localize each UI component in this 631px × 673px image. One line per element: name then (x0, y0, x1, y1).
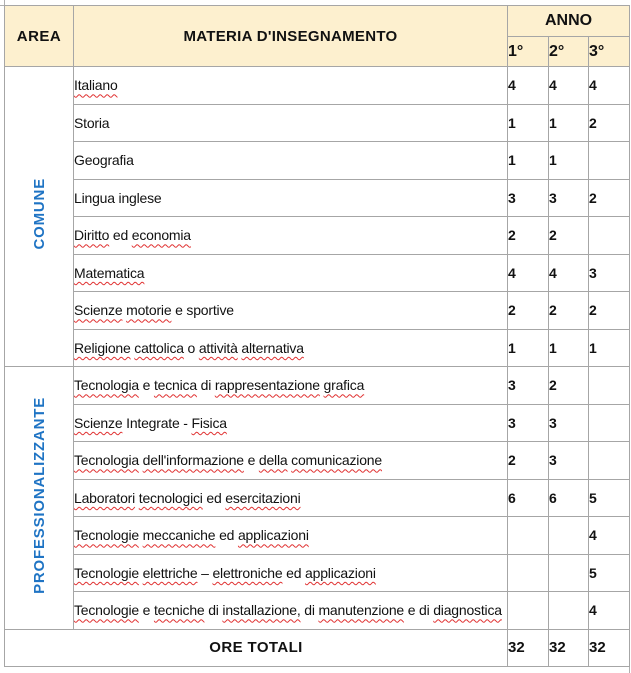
total-year-1: 32 (508, 629, 549, 666)
hours-year-2: 1 (549, 104, 589, 142)
hours-year-1: 3 (508, 179, 549, 217)
table-row (5, 292, 630, 330)
table-row (5, 142, 630, 180)
subject-name: Matematica (74, 254, 508, 292)
subject-name: Geografia (74, 142, 508, 180)
hours-year-1: 1 (508, 142, 549, 180)
totals-label: ORE TOTALI (5, 629, 508, 666)
hours-year-1: 1 (508, 104, 549, 142)
hours-year-1: 4 (508, 254, 549, 292)
hours-year-2: 6 (549, 479, 589, 517)
hours-year-3: 2 (589, 292, 630, 330)
hours-year-2: 4 (549, 67, 589, 105)
hours-year-1: 4 (508, 67, 549, 105)
total-year-3: 32 (589, 629, 630, 666)
hours-year-2 (549, 554, 589, 592)
table-row (5, 67, 630, 105)
subject-name: Tecnologie e tecniche di installazione, di manutenzione e di diagnostica (74, 592, 508, 630)
subject-name: Tecnologia dell'informazione e della comunicazione (74, 442, 508, 480)
header-year-3: 3° (589, 37, 630, 67)
hours-year-2: 3 (549, 179, 589, 217)
area-cell-comune (5, 67, 74, 367)
hours-year-2 (549, 517, 589, 555)
hours-year-1: 2 (508, 442, 549, 480)
hours-year-3: 5 (589, 479, 630, 517)
subject-name: Scienze motorie e sportive (74, 292, 508, 330)
header-materia: MATERIA D'INSEGNAMENTO (74, 6, 508, 67)
subject-name: Scienze Integrate - Fisica (74, 404, 508, 442)
hours-year-1 (508, 517, 549, 555)
subject-name: Tecnologie meccaniche ed applicazioni (74, 517, 508, 555)
area-cell-professionalizzante (5, 367, 74, 630)
hours-year-2: 1 (549, 329, 589, 367)
hours-year-3: 4 (589, 517, 630, 555)
subject-name: Italiano (74, 67, 508, 105)
subject-name: Lingua inglese (74, 179, 508, 217)
subject-name: Laboratori tecnologici ed esercitazioni (74, 479, 508, 517)
header-year-1: 1° (508, 37, 549, 67)
hours-year-2: 2 (549, 217, 589, 255)
header-area: AREA (5, 6, 74, 67)
hours-year-2: 3 (549, 442, 589, 480)
table-row (5, 104, 630, 142)
hours-year-1: 1 (508, 329, 549, 367)
hours-year-3: 5 (589, 554, 630, 592)
curriculum-table (4, 5, 630, 667)
table-row (5, 517, 630, 555)
table-row (5, 479, 630, 517)
hours-year-3: 2 (589, 104, 630, 142)
subject-name: Tecnologie elettriche – elettroniche ed applicazioni (74, 554, 508, 592)
table-row (5, 179, 630, 217)
table-row (5, 217, 630, 255)
hours-year-3: 2 (589, 179, 630, 217)
header-anno: ANNO (508, 6, 630, 37)
hours-year-3 (589, 217, 630, 255)
hours-year-2: 1 (549, 142, 589, 180)
table-row (5, 254, 630, 292)
hours-year-3 (589, 142, 630, 180)
hours-year-3 (589, 442, 630, 480)
hours-year-3 (589, 367, 630, 405)
hours-year-3 (589, 404, 630, 442)
hours-year-3: 4 (589, 592, 630, 630)
totals-row (5, 629, 630, 666)
hours-year-1: 3 (508, 367, 549, 405)
hours-year-3: 3 (589, 254, 630, 292)
hours-year-1: 2 (508, 217, 549, 255)
hours-year-2: 2 (549, 367, 589, 405)
hours-year-2: 3 (549, 404, 589, 442)
hours-year-3: 4 (589, 67, 630, 105)
subject-name: Tecnologia e tecnica di rappresentazione grafica (74, 367, 508, 405)
hours-year-1 (508, 592, 549, 630)
table-row (5, 442, 630, 480)
hours-year-1: 6 (508, 479, 549, 517)
table-row (5, 592, 630, 630)
subject-name: Religione cattolica o attività alternativa (74, 329, 508, 367)
total-year-2: 32 (549, 629, 589, 666)
table-row (5, 367, 630, 405)
header-year-2: 2° (549, 37, 589, 67)
hours-year-2: 4 (549, 254, 589, 292)
subject-name: Diritto ed economia (74, 217, 508, 255)
hours-year-3: 1 (589, 329, 630, 367)
hours-year-1 (508, 554, 549, 592)
table-row (5, 554, 630, 592)
area-label: COMUNE (30, 178, 48, 250)
table-row (5, 404, 630, 442)
hours-year-1: 3 (508, 404, 549, 442)
area-label: PROFESSIONALIZZANTE (30, 396, 48, 594)
table-row (5, 329, 630, 367)
subject-name: Storia (74, 104, 508, 142)
hours-year-2: 2 (549, 292, 589, 330)
hours-year-2 (549, 592, 589, 630)
hours-year-1: 2 (508, 292, 549, 330)
